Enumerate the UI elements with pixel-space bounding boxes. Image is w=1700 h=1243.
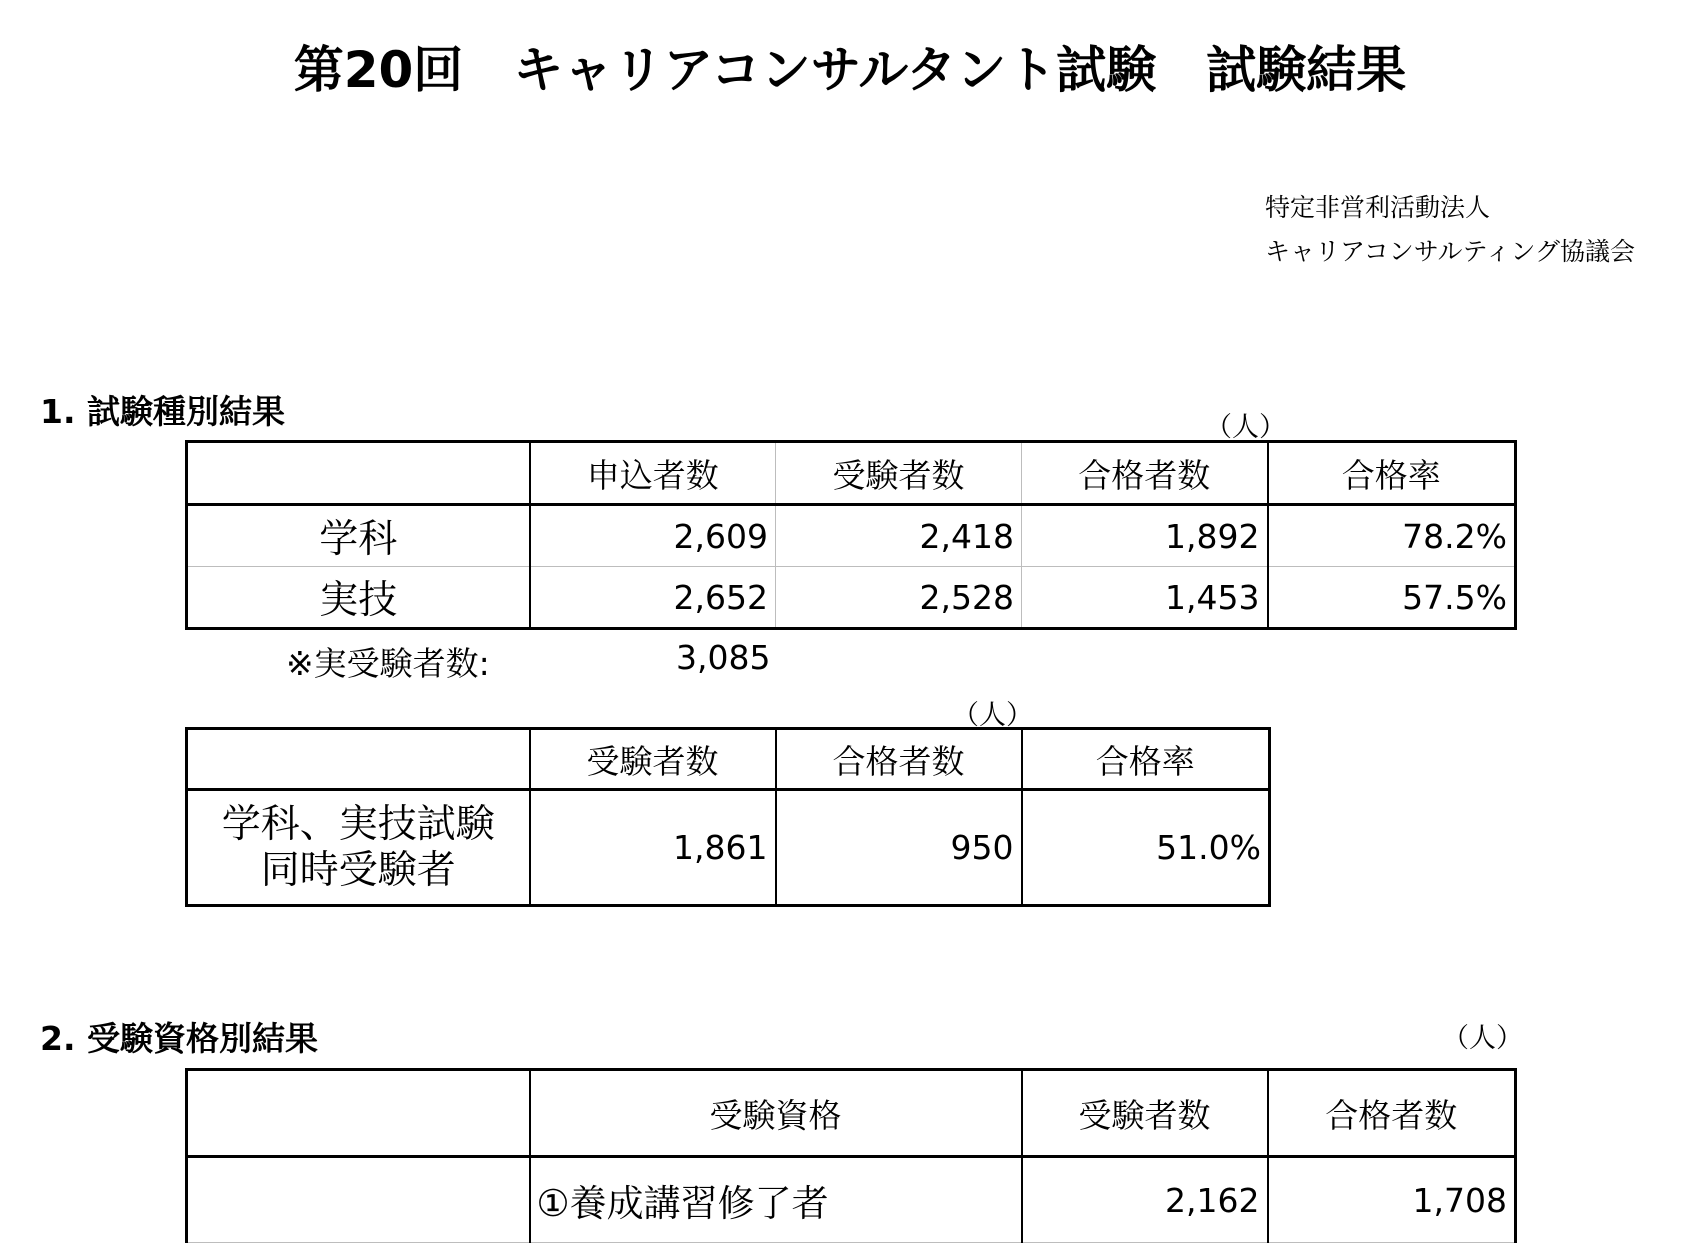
section1-heading: 1. 試験種別結果: [40, 392, 285, 431]
cell-passers: 950: [776, 790, 1022, 906]
row-label-simultaneous: [187, 790, 530, 906]
table-row: [187, 1157, 1516, 1243]
cell-pass-rate: 57.5%: [1268, 567, 1516, 629]
actual-examinees-value: 3,085: [676, 638, 771, 677]
cell-examinees: 2,418: [776, 505, 1022, 567]
cell-examinees: 2,528: [776, 567, 1022, 629]
row-label-practical: 実技: [187, 567, 530, 629]
exam-type-results-table: [185, 440, 1517, 630]
cell-passers: 1,708: [1268, 1157, 1516, 1243]
section2-heading: 2. 受験資格別結果: [40, 1019, 318, 1058]
row-label-line2: 同時受験者: [260, 847, 456, 893]
table1-header-rate: 合格率: [1268, 442, 1516, 505]
table2-corner-cell: [187, 729, 530, 790]
table3-header-examinees: 受験者数: [1022, 1070, 1268, 1157]
cell-qualification: ①養成講習修了者: [530, 1157, 1022, 1243]
cell-pass-rate: 78.2%: [1268, 505, 1516, 567]
cell-pass-rate: 51.0%: [1022, 790, 1270, 906]
table1-corner-cell: [187, 442, 530, 505]
cell-passers: 1,453: [1022, 567, 1268, 629]
table1-header-applicants: 申込者数: [530, 442, 776, 505]
cell-applicants: 2,652: [530, 567, 776, 629]
cell-passers: 1,892: [1022, 505, 1268, 567]
table2-header-examinees: 受験者数: [530, 729, 776, 790]
actual-examinees-label: ※実受験者数:: [286, 644, 490, 683]
table3-corner-cell: [187, 1070, 530, 1157]
row-label-academic: 学科: [187, 505, 530, 567]
row-label-line1: 学科、実技試験: [221, 801, 495, 847]
organization-name: キャリアコンサルティング協議会: [1265, 237, 1636, 266]
table2-header-passers: 合格者数: [776, 729, 1022, 790]
qualification-results-table: [185, 1068, 1517, 1243]
cell-applicants: 2,609: [530, 505, 776, 567]
table3-header-qualification: 受験資格: [530, 1070, 1022, 1157]
row-label-group: [187, 1157, 530, 1243]
cell-examinees: 1,861: [530, 790, 776, 906]
table3-header-passers: 合格者数: [1268, 1070, 1516, 1157]
section1-unit: （人）: [1205, 412, 1286, 443]
organization-type: 特定非営利活動法人: [1265, 193, 1491, 222]
table-row: [187, 790, 1270, 906]
cell-examinees: 2,162: [1022, 1157, 1268, 1243]
simultaneous-examinees-table: [185, 727, 1271, 907]
table2-header-rate: 合格率: [1022, 729, 1270, 790]
page-title: 第20回 キャリアコンサルタント試験 試験結果: [293, 41, 1407, 99]
table1-header-examinees: 受験者数: [776, 442, 1022, 505]
section2-unit: （人）: [1442, 1023, 1523, 1054]
table-row: [187, 567, 1516, 629]
table-row: [187, 505, 1516, 567]
table2-unit: （人）: [952, 700, 1033, 731]
table1-header-passers: 合格者数: [1022, 442, 1268, 505]
